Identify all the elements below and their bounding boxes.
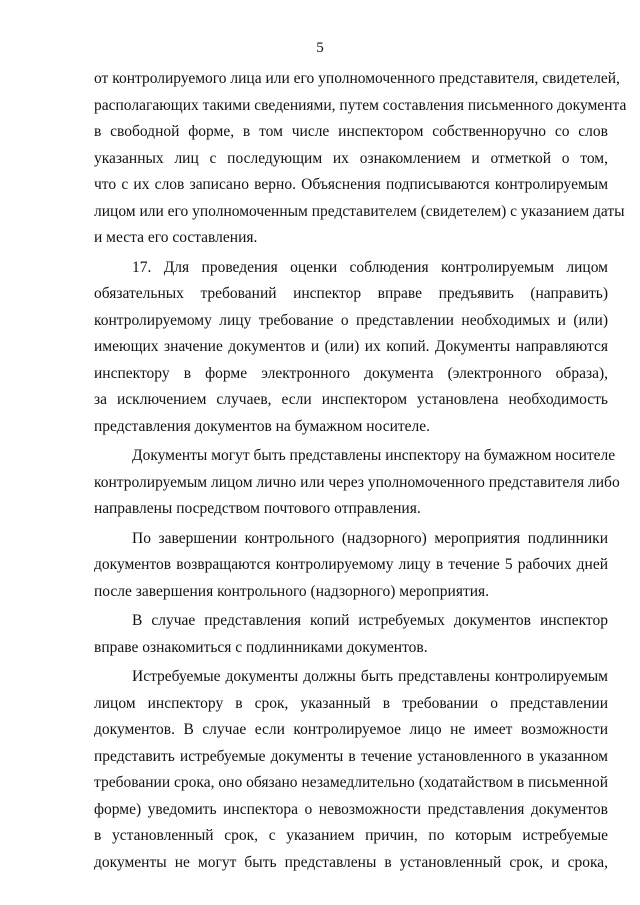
text-line: что с их слов записано верно. Объяснения подписываются контролируемым [94, 176, 608, 193]
text-line: Документы могут быть представлены инспектору на бумажном носителе [132, 447, 616, 464]
text-line: за исключением случаев, если инспектором установлена необходимость [94, 391, 608, 408]
text-line: направлены посредством почтового отправления. [94, 500, 421, 517]
text-line: располагающих такими сведениями, путем составления письменного документа [94, 96, 627, 114]
paragraph [94, 526, 608, 606]
text-line: Истребуемые документы должны быть представлены контролируемым [132, 668, 608, 685]
paragraph-item-17 [94, 255, 608, 441]
text-line: В случае представления копий истребуемых документов инспектор [132, 612, 608, 629]
paragraph [94, 443, 620, 523]
text-line: лицом или его уполномоченным представителем (свидетелем) с указанием даты [94, 202, 625, 220]
text-line: документов. В случае если контролируемое лицо не имеет возможности [94, 721, 608, 738]
text-line: в установленный срок, с указанием причин, по которым истребуемые [94, 827, 608, 844]
text-line: после завершения контрольного (надзорного) мероприятия. [94, 582, 490, 600]
text-line: обязательных требований инспектор вправе предъявить (направить) [94, 285, 608, 302]
text-line: контролируемым лицом лично или через уполномоченного представителя либо [94, 473, 620, 491]
paragraph [94, 664, 608, 876]
text-line: требовании срока, оно обязано незамедлительно (ходатайством в письменной [94, 774, 608, 791]
text-line: в свободной форме, в том числе инспектором собственноручно со слов [94, 123, 608, 140]
text-line: и места его составления. [94, 229, 258, 246]
text-line: вправе ознакомиться с подлинниками документов. [94, 638, 428, 656]
text-line: от контролируемого лица или его уполномоченного представителя, свидетелей, [94, 70, 620, 87]
text-line: инспектору в форме электронного документа (электронного образа), [94, 364, 608, 382]
text-line: документов возвращаются контролируемому лицу в течение 5 рабочих дней [94, 556, 608, 573]
paragraph-continuation [94, 66, 627, 252]
text-line: указанных лиц с последующим их ознакомлением и отметкой о том, [94, 149, 608, 167]
text-line: форме) уведомить инспектора о невозможности представления документов [94, 800, 608, 818]
document-body [94, 66, 627, 876]
text-line: По завершении контрольного (надзорного) мероприятия подлинники [132, 529, 608, 547]
text-line: документы не могут быть представлены в установленный срок, и срока, [94, 853, 608, 871]
text-line: имеющих значение документов и (или) их копий. Документы направляются [94, 338, 608, 355]
page-number: 5 [316, 40, 324, 56]
text-line: лицом инспектору в срок, указанный в требовании о представлении [94, 694, 608, 712]
paragraph [94, 608, 608, 661]
text-line: контролируемому лицу требование о представлении необходимых и (или) [94, 311, 608, 329]
text-line: представить истребуемые документы в течение установленного в указанном [94, 747, 608, 765]
text-line: 17. Для проведения оценки соблюдения контролируемым лицом [132, 258, 608, 276]
text-line: представления документов на бумажном носителе. [94, 417, 431, 435]
